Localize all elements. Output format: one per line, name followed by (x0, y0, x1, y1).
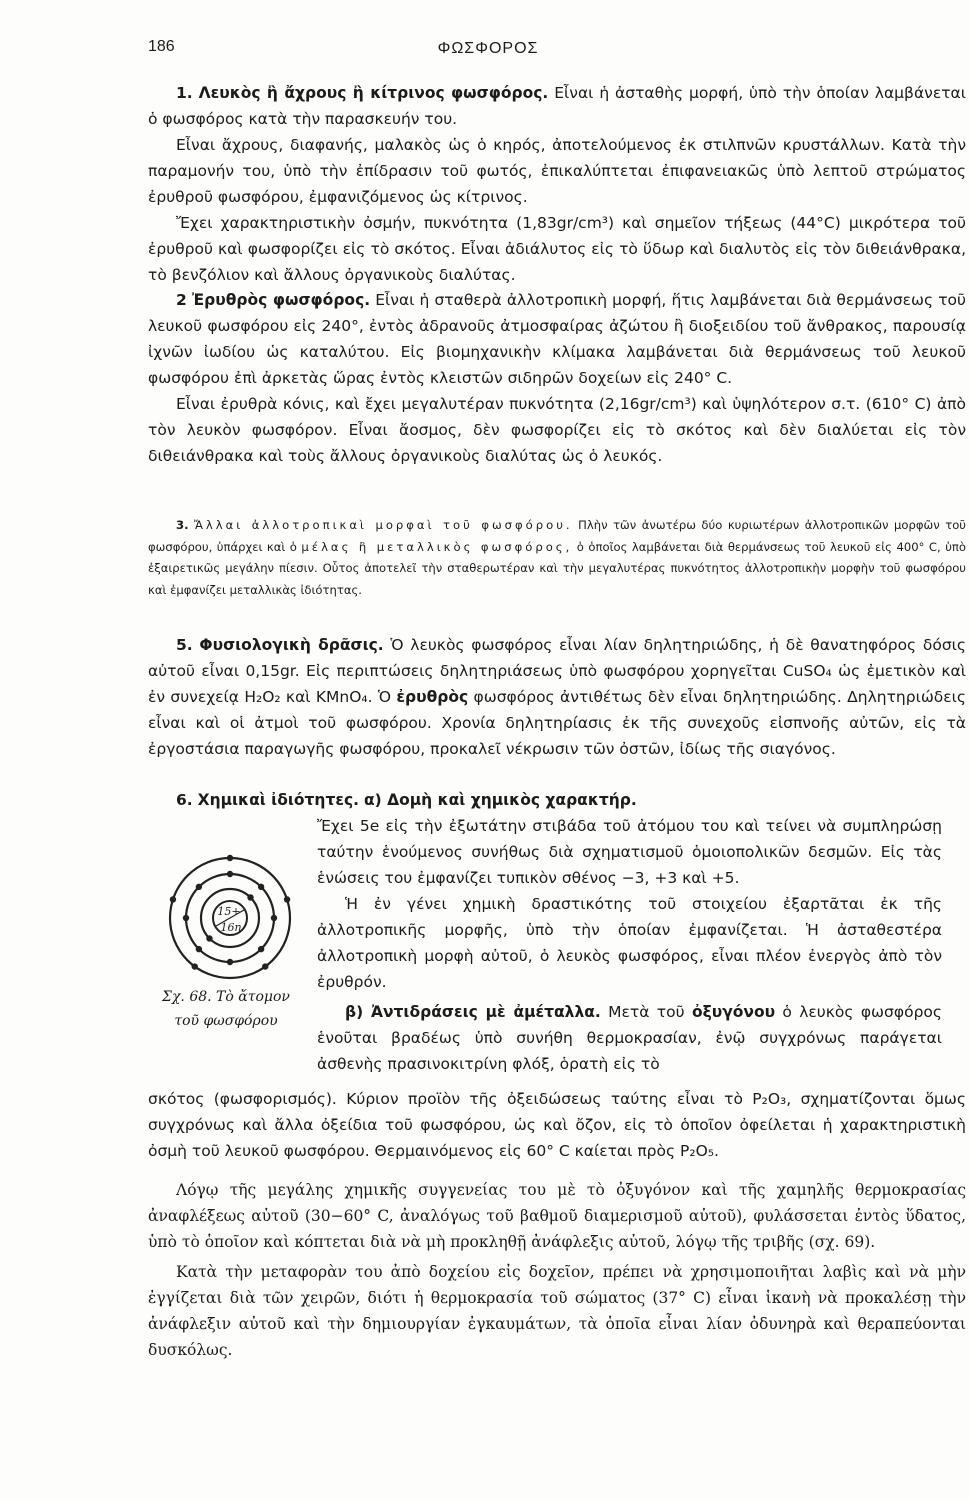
paragraph: Λόγῳ τῆς μεγάλης χημικῆς συγγενείας του μὲ τὸ ὀξυγόνον καὶ τῆς χαμηλῆς θερμοκρασίας ἀναφλέξεως αὐτοῦ (30−60° C, ἀναλόγως τοῦ βαθμοῦ διαμερισμοῦ αὐτοῦ), φυλάσσεται ἐντὸς ὕδατος, ὑπὸ τὸ ὁποῖον καὶ κόπτεται διὰ νὰ μὴ προκληθῇ ἀνάφλεξις αὐτοῦ, λόγῳ τῆς τριβῆς (σχ. 69). (148, 1181, 966, 1251)
section-heading: Ἐρυθρὸς φωσφόρος. (191, 291, 371, 309)
section-chemical-properties (148, 787, 966, 813)
paragraph: Ἔχει χαρακτηριστικὴν ὀσμήν, πυκνότητα (1,83gr/cm³) καὶ σημεῖον τήξεως (44°C) μικρότερα τοῦ ἐρυθροῦ καὶ φωσφορίζει εἰς τὸ σκότος. Εἶναι ἀδιάλυτος εἰς τὸ ὕδωρ καὶ διαλυτὸς εἰς τὸν διθειάνθρακα, τὸ βενζόλιον καὶ ἄλλους ὀργανικοὺς διαλύτας. (148, 214, 966, 284)
electron (170, 896, 176, 902)
phosphorus-atom-diagram (155, 848, 305, 988)
subsection-heading: α) Δομὴ καὶ χημικὸς χαρακτήρ. (364, 791, 637, 809)
subsection-heading: β) Ἀντιδράσεις μὲ ἀμέταλλα. (345, 1003, 601, 1021)
paragraph: Εἶναι ἐρυθρὰ κόνις, καὶ ἔχει μεγαλυτέραν πυκνότητα (2,16gr/cm³) καὶ ὑψηλότερον σ.τ. (610° C) ἀπὸ τὸν λευκὸν φωσφόρον. Εἶναι ἄοσμος, δὲν φωσφορίζει εἰς τὸ σκότος καὶ δὲν διαλύεται εἰς τὸν διθειάνθρακα καὶ τοὺς ἄλλους ὀργανικοὺς διαλύτας ὡς ὁ λευκός. (148, 395, 966, 465)
section-heading: Λευκὸς ἢ ἄχρους ἢ κίτρινος φωσφόρος. (198, 84, 549, 102)
electron (247, 894, 253, 900)
electron (227, 959, 233, 965)
electron (227, 871, 233, 877)
section-other-allotropes (148, 515, 966, 601)
paragraph: 2 Ἐρυθρὸς φωσφόρος. Εἶναι ἡ σταθερὰ ἀλλοτροπικὴ μορφή, ἥτις λαμβάνεται διὰ θερμάνσεως τοῦ λευκοῦ φωσφόρου εἰς 240°, ἐντὸς ἀδρανοῦς ἀτμοσφαίρας ἀζώτου ἢ διοξειδίου τοῦ ἄνθρακος, παρουσίᾳ ἰχνῶν ἰωδίου ὡς καταλύτου. Εἰς βιομηχανικὴν κλίμακα λαμβάνεται διὰ θερμάνσεως τοῦ λευκοῦ φωσφόρου ἐπὶ ἀρκετὰς ὥρας ἐντὸς κλειστῶν σιδηρῶν δοχείων εἰς 240° C. (148, 291, 966, 387)
section-chemical-properties-cont (148, 1086, 966, 1363)
electron (192, 963, 198, 969)
page-number: 186 (148, 38, 175, 55)
paragraph: Ἡ ἐν γένει χημικὴ δραστικότης τοῦ στοιχείου ἐξαρτᾶται ἐκ τῆς ἀλλοτροπικῆς μορφῆς, ὑπὸ τὴν ὁποίαν ἐμφανίζεται. Ἡ ἀσταθεστέρα ἀλλοτροπικὴ μορφὴ αὐτοῦ, ὁ λευκὸς φωσφόρος, εἶναι πλέον ἐνεργὸς ἀπὸ τὸν ἐρυθρόν. (317, 895, 942, 991)
figure-caption: Σχ. 68. Τὸ ἄτομον τοῦ φωσφόρου (162, 989, 290, 1029)
section-physiological-action (148, 632, 966, 762)
nucleus-protons: 15+ (217, 905, 241, 918)
section-heading: Φυσιολογικὴ δρᾶσις. (199, 636, 384, 654)
black-phosphorus-term: μέλας ἢ μεταλλικὸς φωσφόρος, (301, 539, 573, 554)
electron (183, 915, 189, 921)
running-title: ΦΩΣΦΟΡΟΣ (437, 40, 539, 57)
electron (262, 963, 268, 969)
section-red-phosphorus (148, 287, 966, 469)
electron (258, 946, 264, 952)
electron (258, 884, 264, 890)
electron (196, 884, 202, 890)
section-white-phosphorus (148, 80, 966, 288)
electron (271, 915, 277, 921)
page-header (148, 38, 828, 68)
paragraph: 6. Χημικαὶ ἰδιότητες. α) Δομὴ καὶ χημικὸς χαρακτήρ. (176, 791, 637, 809)
paragraph: β) Ἀντιδράσεις μὲ ἀμέταλλα. Μετὰ τοῦ ὀξυγόνου ὁ λευκὸς φωσφόρος ἑνοῦται βραδέως ὑπὸ συνήθη θερμοκρασίαν, ἐνῷ συγχρόνως παράγεται ἀσθενὴς πρασινοκιτρίνη φλόξ, ὁρατὴ εἰς τὸ (317, 1003, 942, 1073)
paragraph: Κατὰ τὴν μεταφορὰν του ἀπὸ δοχείου εἰς δοχεῖον, πρέπει νὰ χρησιμοποιῆται λαβὶς καὶ νὰ μὴν ἐγγίζεται διὰ τῶν χειρῶν, διότι ἡ θερμοκρασία τοῦ σώματος (37° C) εἶναι ἱκανὴ νὰ προκαλέσῃ τὴν ἀνάφλεξιν αὐτοῦ καὶ τὴν δημιουργίαν ἐγκαυμάτων, τὰ ὁποῖα εἶναι λίαν ὀδυνηρὰ καὶ θεραπεύονται δυσκόλως. (148, 1263, 966, 1359)
nucleus-neutrons: 16n (220, 921, 242, 934)
electron (284, 896, 290, 902)
section-heading: Ἄλλαι ἀλλοτροπικαὶ μορφαὶ τοῦ φωσφόρου. (194, 518, 573, 532)
paragraph: σκότος (φωσφορισμός). Κύριον προϊὸν τῆς ὀξειδώσεως ταύτης εἶναι τὸ P₂O₃, σχηματίζονται ὅμως συγχρόνως καὶ ἄλλα ὀξείδια τοῦ φωσφόρου, ὡς καὶ ὄζον, εἰς τὸ ὁποῖον ὀφείλεται ἡ χαρακτηριστικὴ ὀσμὴ τοῦ λευκοῦ φωσφόρου. Θερμαινόμενος εἰς 60° C καίεται πρὸς P₂O₅. (148, 1090, 966, 1160)
electron (227, 855, 233, 861)
paragraph: Εἶναι ἄχρους, διαφανής, μαλακὸς ὡς ὁ κηρός, ἀποτελούμενος ἐκ στιλπνῶν κρυστάλλων. Κατὰ τὴν παραμονήν του, ὑπὸ τὴν ἐπίδρασιν τοῦ φωτός, ἐπικαλύπτεται ἐπιφανειακῶς ὑπὸ λεπτοῦ στρώματος ἐρυθροῦ φωσφόρου, ἐμφανιζόμενος ὡς κίτρινος. (148, 136, 966, 206)
figure-side-text (317, 813, 942, 1077)
section-heading: Χημικαὶ ἰδιότητες. (197, 791, 360, 809)
electron (196, 946, 202, 952)
paragraph: 1. Λευκὸς ἢ ἄχρους ἢ κίτρινος φωσφόρος. Εἶναι ἡ ἀσταθὴς μορφή, ὑπὸ τὴν ὁποίαν λαμβάνεται ὁ φωσφόρος κατὰ τὴν παρασκευήν του. (148, 84, 966, 128)
paragraph: Ἔχει 5e εἰς τὴν ἐξωτάτην στιβάδα τοῦ ἀτόμου του καὶ τείνει νὰ συμπληρώσῃ ταύτην ἑνούμενος συνήθως διὰ σχηματισμοῦ ὁμοιοπολικῶν δεσμῶν. Εἰς τὰς ἑνώσεις του ἐμφανίζει τυπικὸν σθένος −3, +3 καὶ +5. (317, 817, 942, 887)
electron (206, 935, 212, 941)
paragraph: 5. Φυσιολογικὴ δρᾶσις. Ὁ λευκὸς φωσφόρος εἶναι λίαν δηλητηριώδης, ἡ δὲ θανατηφόρος δόσις αὐτοῦ εἶναι 0,15gr. Εἰς περιπτώσεις δηλητηριάσεως ὑπὸ φωσφόρου χορηγεῖται CuSO₄ ὡς ἐμετικὸν καὶ ἐν συνεχείᾳ H₂O₂ καὶ KMnO₄. Ὁ ἐρυθρὸς φωσφόρος ἀντιθέτως δὲν εἶναι δηλητηριώδης. Δηλητηριώδεις εἶναι καὶ οἱ ἀτμοὶ τοῦ φωσφόρου. Χρονία δηλητηρίασις ἐκ τῆς συνεχοῦς εἰσπνοῆς αὐτῶν, εἰς τὰ ἐργοστάσια παραγωγῆς φωσφόρου, προκαλεῖ νέκρωσιν τῶν ὀστῶν, ἰδίως τῆς σιαγόνος. (148, 636, 967, 758)
paragraph: 3. Ἄλλαι ἀλλοτροπικαὶ μορφαὶ τοῦ φωσφόρου. Πλὴν τῶν ἀνωτέρω δύο κυριωτέρων ἀλλοτροπικῶν μορφῶν τοῦ φωσφόρου, ὑπάρχει καὶ ὁ μέλας ἢ μεταλλικὸς φωσφόρος, ὁ ὁποῖος λαμβάνεται διὰ θερμάνσεως τοῦ λευκοῦ εἰς 400° C, ὑπὸ ἐξαιρετικῶς μεγάλην πίεσιν. Οὗτος ἀποτελεῖ τὴν σταθερωτέραν καὶ τὴν μεγαλυτέρας πυκνότητος ἀλλοτροπικὴν μορφὴν τοῦ φωσφόρου καὶ ἐμφανίζει μεταλλικὰς ἰδιότητας. (148, 518, 966, 597)
